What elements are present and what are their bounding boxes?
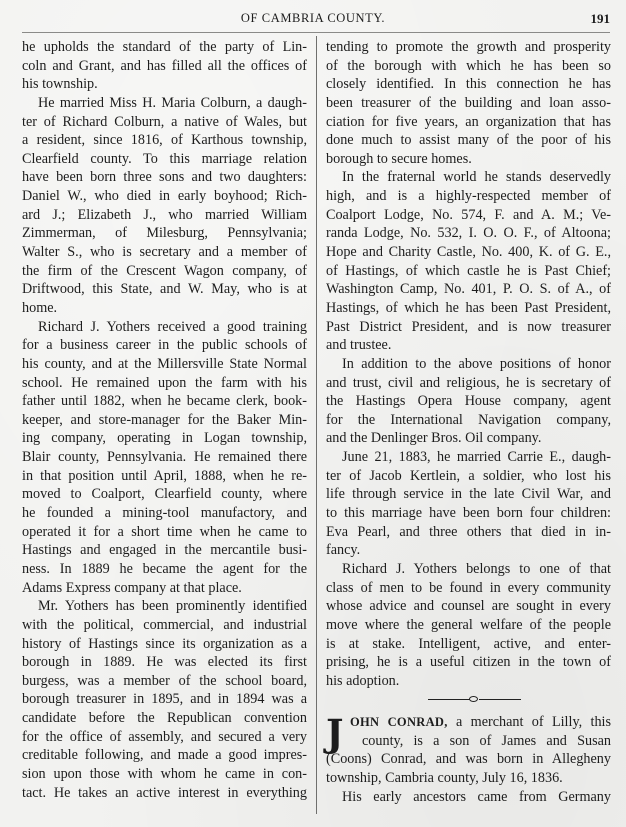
drop-cap: J [326, 711, 344, 756]
ornament-rule-left [428, 699, 470, 700]
text-line: Eva Pearl, and three others that died in in- [326, 523, 611, 540]
text-line: township, Cambria county, July 16, 1836. [326, 769, 563, 786]
running-head [0, 11, 626, 29]
text-line: high, and is a highly-respected member of [326, 188, 611, 205]
text-line: sion upon those with whom he came in con- [22, 765, 307, 782]
text-line: creditable following, and made a good impres- [22, 747, 307, 764]
text-line: Zimmerman, of Milesburg, Pennsylvania; [22, 225, 307, 242]
text-line: burgess, was a member of the school board, [22, 672, 307, 689]
text-line: ard J.; Elizabeth J., who married William [22, 206, 307, 223]
text-line: of the borough with which he has been so [326, 57, 611, 74]
text-line: borough to secure homes. [326, 150, 472, 167]
text-line: have been born three sons and two daughters: [22, 169, 307, 186]
text-line: for a business career in the public schools of [22, 337, 307, 354]
page-number: 191 [590, 11, 610, 26]
text-line: history of Hastings since its organization as a [22, 635, 307, 652]
text-line: done much to assist many of the poor of his [326, 132, 611, 149]
right-column [326, 38, 611, 806]
text-line: his adoption. [326, 672, 400, 689]
text-line: father until 1882, when he became clerk, book- [22, 393, 307, 410]
text-line: Daniel W., who died in early boyhood; Rich- [22, 188, 307, 205]
new-entry-body [326, 732, 611, 807]
text-line: Adams Express company at that place. [22, 579, 242, 596]
text-line: and the Denlinger Bros. Oil company. [326, 430, 542, 447]
text-line: moved to Coalport, Clearfield county, where [22, 486, 307, 503]
text-line: for the International Navigation company, [326, 411, 611, 428]
text-line: a resident, since 1816, of Karthous township, [22, 132, 307, 149]
text-line: His early ancestors came from Germany [342, 788, 611, 805]
text-line: Mr. Yothers has been prominently identified [38, 598, 307, 615]
text-line: of Hastings, of which castle he is Past Chief; [326, 262, 611, 279]
text-line: borough in 1889. He was elected its first [22, 654, 307, 671]
entry-lead [326, 713, 611, 732]
column-divider [316, 36, 317, 814]
left-column [22, 38, 307, 802]
text-line: Past District President, and is now treasurer [326, 318, 611, 335]
text-line: and trustee. [326, 337, 392, 354]
text-line: Clearfield county. To this marriage relation [22, 150, 307, 167]
text-line: ness. In 1889 he became the agent for the [22, 560, 307, 577]
text-line: In the fraternal world he stands deservedly [342, 169, 611, 186]
text-line: whose advice and counsel are sought in every [326, 598, 611, 615]
text-line: to this marriage have been born four children: [326, 505, 611, 522]
text-line: Washington Camp, No. 401, P. O. S. of A., of [326, 281, 611, 298]
text-line: move where the general welfare of the people [326, 616, 611, 633]
text-line: closely identified. In this connection he has [326, 76, 611, 93]
entry-lead-text: a merchant of Lilly, this [447, 714, 611, 731]
text-line: candidate before the Republican convention [22, 710, 307, 727]
text-line: ciation for five years, an organization that has [326, 113, 611, 130]
text-line: the Hastings Opera House company, agent [326, 393, 611, 410]
text-line: ter of Richard Colburn, a native of Wales, but [22, 113, 307, 130]
text-line: his county, and at the Millersville State Normal [22, 355, 307, 372]
text-line: borough treasurer in 1895, and in 1894 was a [22, 691, 307, 708]
text-line: been treasurer of the building and loan asso- [326, 94, 611, 111]
entry-name: OHN CONRAD, [350, 715, 448, 730]
text-line: life through service in the late Civil War, and [326, 486, 611, 503]
text-line: his township. [22, 76, 98, 93]
text-line: he upholds the standard of the party of Lin- [22, 39, 307, 55]
text-line: school. He remained upon the farm with his [22, 374, 307, 391]
ornament-knot-icon [469, 696, 478, 702]
text-line: coln and Grant, and has filled all the offices of [22, 57, 307, 74]
text-line: Coalport Lodge, No. 574, F. and A. M.; Ve- [326, 206, 611, 223]
text-line: Hastings and engaged in the mercantile busi- [22, 542, 307, 559]
text-line: he founded a mining-tool manufactory, and [22, 505, 307, 522]
text-line: tact. He takes an active interest in everything [22, 784, 307, 801]
header-rule [22, 32, 610, 33]
text-line: In addition to the above positions of honor [342, 355, 611, 372]
text-line: in that position until April, 1888, when he re- [22, 467, 307, 484]
text-line: county, is a son of James and Susan [362, 732, 611, 749]
text-line: operated it for a short time when he came to [22, 523, 307, 540]
text-line: with the political, commercial, and industrial [22, 616, 307, 633]
text-line: Walter S., who is secretary and a member of [22, 244, 307, 261]
text-line: keeper, and store-manager for the Baker Min- [22, 411, 307, 428]
text-line: (Coons) Conrad, and was born in Allegheny [326, 751, 611, 768]
text-line: He married Miss H. Maria Colburn, a daugh- [38, 94, 307, 111]
right-column-body [326, 38, 611, 690]
text-line: class of men to be found in every community [326, 579, 611, 596]
text-line: home. [22, 299, 58, 316]
text-line: Hastings, of which he has been Past President, [326, 299, 611, 316]
text-line: Driftwood, this State, and W. May, who is at [22, 281, 307, 298]
text-line: Blair county, Pennsylvania. He remained there [22, 449, 307, 466]
ornament-rule-right [479, 699, 521, 700]
text-line: the firm of the Crescent Wagon company, of [22, 262, 307, 279]
text-line: fancy. [326, 542, 361, 559]
section-ornament [326, 690, 611, 709]
text-line: June 21, 1883, he married Carrie E., daugh- [342, 449, 611, 466]
text-line: ter of Jacob Kertlein, a soldier, who lost his [326, 467, 611, 484]
text-line: prising, he is a useful citizen in the town of [326, 654, 611, 671]
text-line: ing company, operating in Logan township, [22, 430, 307, 447]
text-line: Hope and Charity Castle, No. 400, K. of G. E., [326, 244, 611, 261]
running-title: OF CAMBRIA COUNTY. [240, 11, 386, 25]
text-line: tending to promote the growth and prosperity [326, 39, 611, 55]
text-line: for the office of assembly, and secured a very [22, 728, 307, 745]
text-line: is at stake. Intelligent, active, and enter- [326, 635, 611, 652]
text-line: randa Lodge, No. 532, I. O. O. F., of Altoona; [326, 225, 611, 242]
text-line: and trust, civil and religious, he is secretary of [326, 374, 611, 391]
text-line: Richard J. Yothers received a good training [38, 318, 307, 335]
text-line: Richard J. Yothers belongs to one of that [342, 560, 611, 577]
